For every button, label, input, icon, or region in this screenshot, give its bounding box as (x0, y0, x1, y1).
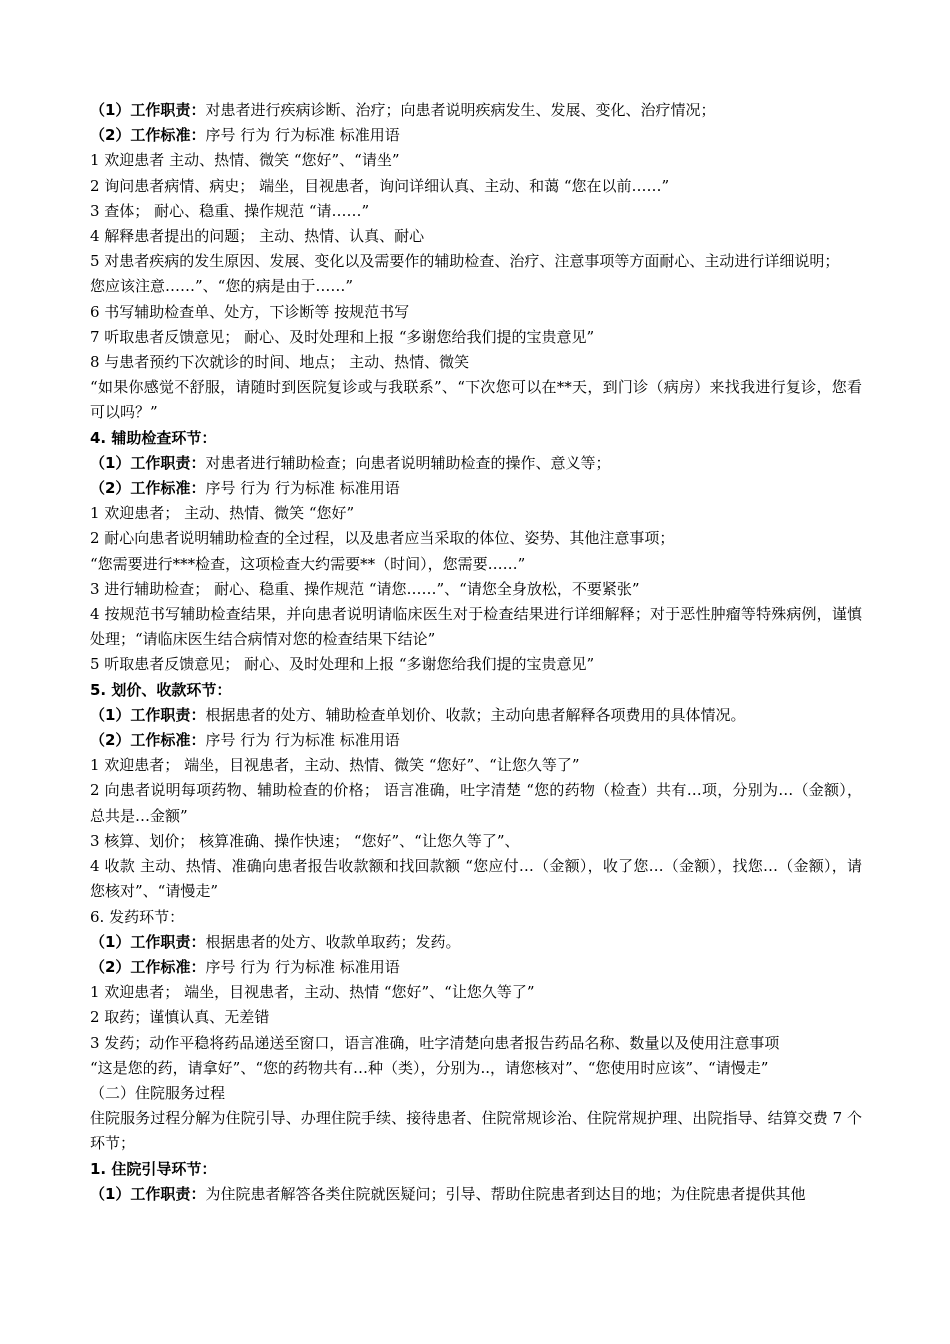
text-paragraph (90, 1056, 862, 1081)
text-line (90, 955, 862, 980)
line-text: 8 与患者预约下次就诊的时间、地点； 主动、热情、微笑 (90, 353, 470, 372)
line-text: 序号 行为 行为标准 标准用语 (205, 126, 400, 145)
line-text: 3 进行辅助检查； 耐心、稳重、操作规范 “请您……”、“请您全身放松，不要紧张” (90, 579, 640, 598)
text-line (90, 224, 862, 249)
text-line (90, 325, 862, 350)
section-heading (90, 426, 862, 451)
text-line (90, 829, 862, 854)
text-line (90, 300, 862, 325)
text-line (90, 451, 862, 476)
bold-label: 4. 辅助检查环节： (90, 428, 217, 447)
line-text: 5 对患者疾病的发生原因、发展、变化以及需要作的辅助检查、治疗、注意事项等方面耐心、主动进行详细说明； (90, 252, 840, 271)
text-line (90, 930, 862, 955)
text-line (90, 501, 862, 526)
text-line (90, 174, 862, 199)
line-text: 6 书写辅助检查单、处方，下诊断等 按规范书写 (90, 302, 410, 321)
bold-label: 5. 划价、收款环节： (90, 680, 232, 699)
text-line (90, 476, 862, 501)
line-text: “您需要进行***检查，这项检查大约需要**（时间），您需要……” (90, 554, 526, 573)
text-line (90, 1081, 862, 1106)
document-page (90, 98, 862, 1207)
text-line (90, 274, 862, 299)
bold-label: （1）工作职责： (90, 705, 206, 724)
text-line (90, 1005, 862, 1030)
line-text: 2 耐心向患者说明辅助检查的全过程，以及患者应当采取的体位、姿势、其他注意事项； (90, 529, 675, 548)
bold-label: （1）工作职责： (90, 453, 206, 472)
text-line (90, 652, 862, 677)
line-text: 根据患者的处方、收款单取药；发药。 (205, 932, 461, 951)
line-text: 4 收款 主动、热情、准确向患者报告收款额和找回款额 “您应付…（金额），收了您…（金额），找您…（金额），请您核对”、“请慢走” (90, 857, 862, 901)
text-line (90, 728, 862, 753)
bold-label: （1）工作职责： (90, 932, 206, 951)
text-paragraph (90, 375, 862, 425)
bold-label: （2）工作标准： (90, 479, 206, 498)
text-line (90, 577, 862, 602)
line-text: 1 欢迎患者； 主动、热情、微笑 “您好” (90, 504, 355, 523)
line-text: 7 听取患者反馈意见； 耐心、及时处理和上报 “多谢您给我们提的宝贵意见” (90, 327, 595, 346)
text-line (90, 350, 862, 375)
text-line (90, 980, 862, 1005)
text-line (90, 905, 862, 930)
text-line (90, 148, 862, 173)
text-line (90, 753, 862, 778)
line-text: 6. 发药环节： (90, 907, 185, 926)
line-text: 2 向患者说明每项药物、辅助检查的价格； 语言准确，吐字清楚 “您的药物（检查）共有…项，分别为…（金额），总共是…金额” (90, 781, 862, 825)
line-text: 序号 行为 行为标准 标准用语 (205, 731, 400, 750)
line-text: 3 核算、划价； 核算准确、操作快速； “您好”、“让您久等了”、 (90, 831, 520, 850)
line-text: “这是您的药，请拿好”、“您的药物共有…种（类），分别为..，请您核对”、“您使用时应该”、“请慢走” (90, 1058, 769, 1077)
line-text: “如果你感觉不舒服，请随时到医院复诊或与我联系”、“下次您可以在**天，到门诊（病房）来找我进行复诊，您看可以吗？” (90, 378, 862, 422)
section-heading (90, 1157, 862, 1182)
line-text: 2 取药；谨慎认真、无差错 (90, 1008, 270, 1027)
text-paragraph (90, 602, 862, 652)
text-paragraph (90, 1106, 862, 1156)
bold-label: （2）工作标准： (90, 957, 206, 976)
text-paragraph (90, 854, 862, 904)
text-paragraph (90, 249, 862, 274)
bold-label: （1）工作职责： (90, 101, 206, 119)
text-line (90, 199, 862, 224)
line-text: 对患者进行辅助检查；向患者说明辅助检查的操作、意义等； (205, 453, 611, 472)
bold-label: （1）工作职责： (90, 1184, 206, 1203)
line-text: 4 按规范书写辅助检查结果，并向患者说明请临床医生对于检查结果进行详细解释；对于恶性肿瘤等特殊病例，谨慎处理；“请临床医生结合病情对您的检查结果下结论” (90, 605, 862, 649)
line-text: 序号 行为 行为标准 标准用语 (205, 957, 400, 976)
line-text: 序号 行为 行为标准 标准用语 (205, 479, 400, 498)
line-text: 为住院患者解答各类住院就医疑问；引导、帮助住院患者到达目的地；为住院患者提供其他 (205, 1184, 806, 1203)
line-text: 1 欢迎患者 主动、热情、微笑 “您好”、“请坐” (90, 151, 400, 170)
section-heading (90, 678, 862, 703)
line-text: 3 发药；动作平稳将药品递送至窗口，语言准确，吐字清楚向患者报告药品名称、数量以及使用注意事项 (90, 1033, 780, 1052)
line-text: （二）住院服务过程 (90, 1083, 226, 1102)
line-text: 3 查体； 耐心、稳重、操作规范 “请……” (90, 201, 370, 220)
text-line (90, 1182, 862, 1207)
line-text: 1 欢迎患者； 端坐，目视患者，主动、热情 “您好”、“让您久等了” (90, 983, 535, 1002)
text-line (90, 98, 862, 123)
line-text: 对患者进行疾病诊断、治疗；向患者说明疾病发生、发展、变化、治疗情况； (205, 101, 716, 119)
text-line (90, 123, 862, 148)
text-line (90, 526, 862, 551)
text-paragraph (90, 778, 862, 828)
bold-label: （2）工作标准： (90, 126, 206, 145)
text-line (90, 703, 862, 728)
line-text: 住院服务过程分解为住院引导、办理住院手续、接待患者、住院常规诊治、住院常规护理、出院指导、结算交费 7 个环节； (90, 1109, 862, 1153)
bold-label: （2）工作标准： (90, 731, 206, 750)
line-text: 1 欢迎患者； 端坐，目视患者，主动、热情、微笑 “您好”、“让您久等了” (90, 756, 580, 775)
text-line (90, 1031, 862, 1056)
line-text: 根据患者的处方、辅助检查单划价、收款；主动向患者解释各项费用的具体情况。 (205, 705, 746, 724)
line-text: 您应该注意……”、“您的病是由于……” (90, 277, 354, 296)
line-text: 4 解释患者提出的问题； 主动、热情、认真、耐心 (90, 227, 425, 246)
line-text: 5 听取患者反馈意见； 耐心、及时处理和上报 “多谢您给我们提的宝贵意见” (90, 655, 595, 674)
line-text: 2 询问患者病情、病史； 端坐，目视患者，询问详细认真、主动、和蔼 “您在以前……” (90, 176, 670, 195)
bold-label: 1. 住院引导环节： (90, 1159, 217, 1178)
text-line (90, 552, 862, 577)
